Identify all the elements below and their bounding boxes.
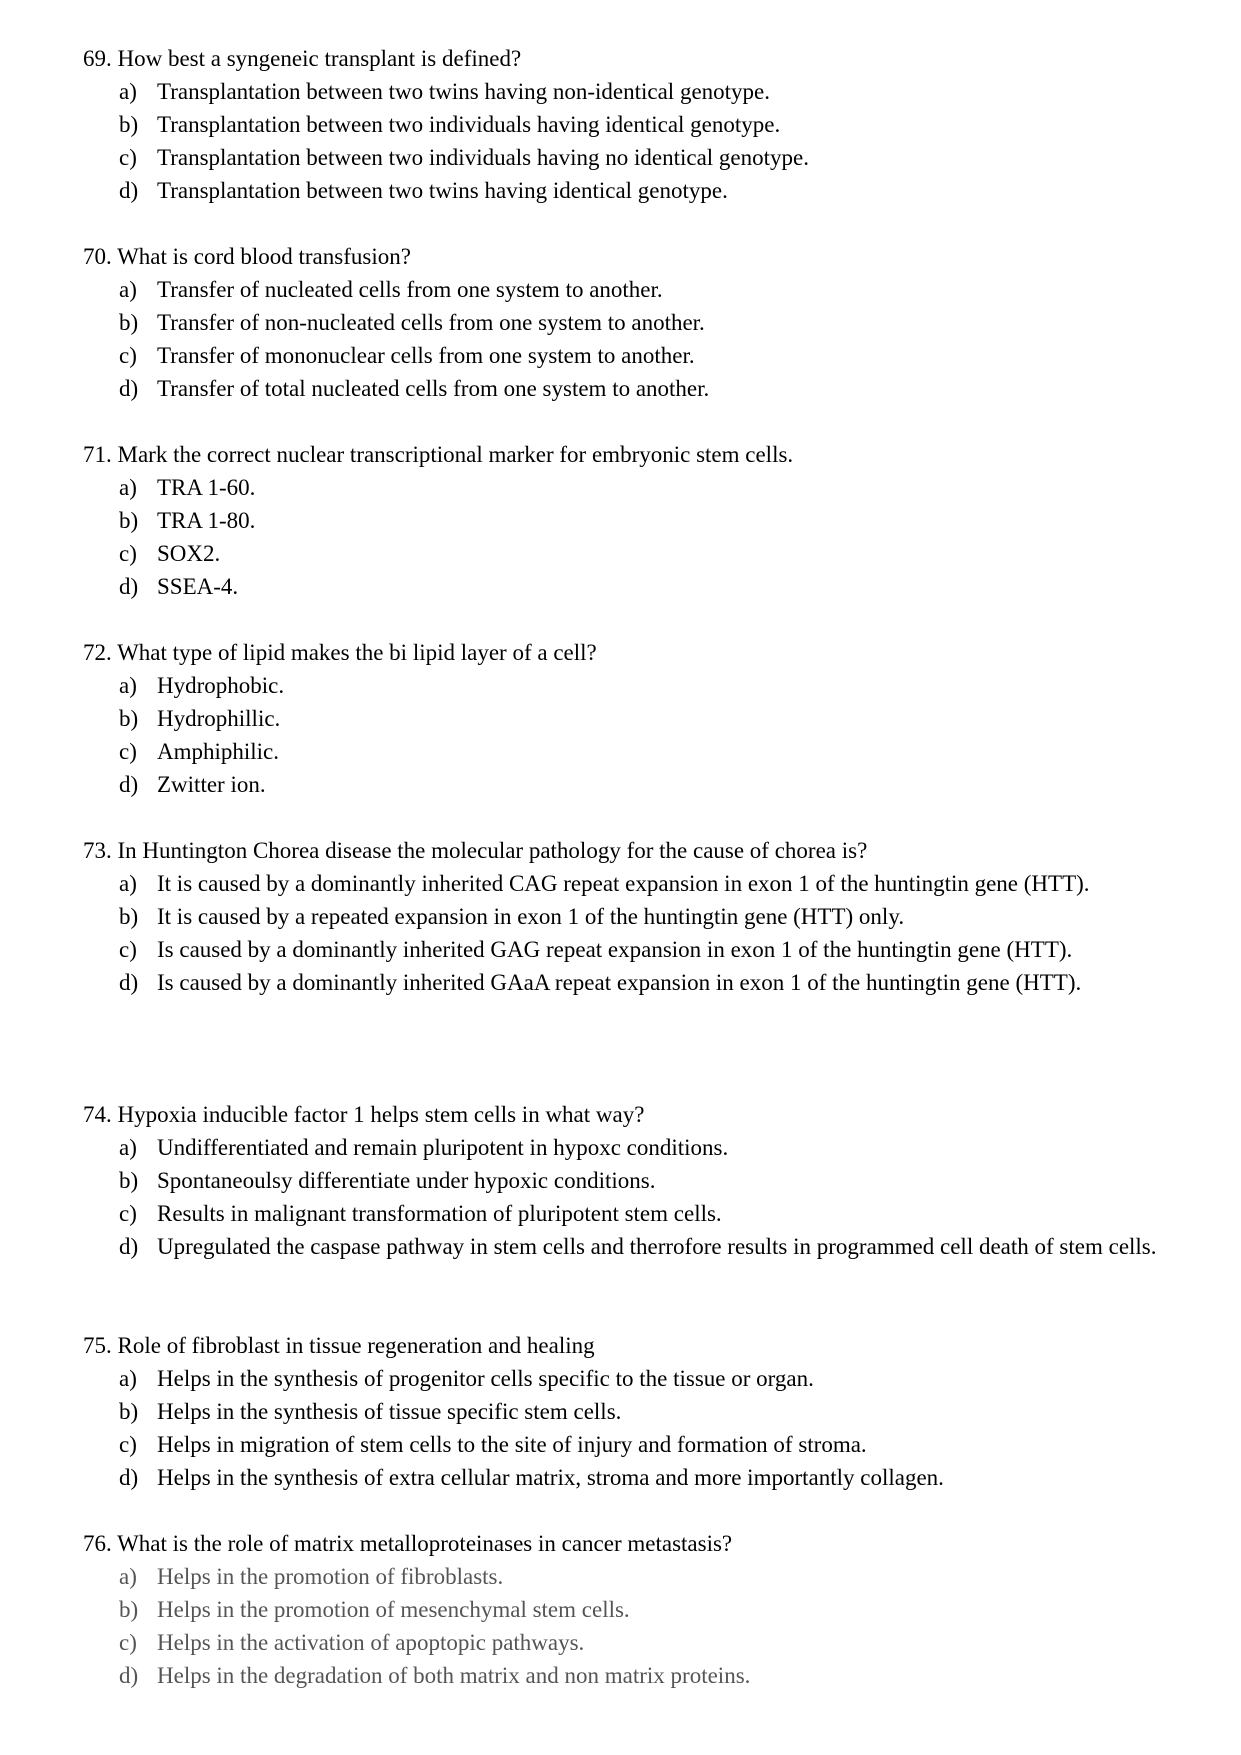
- option-text: Is caused by a dominantly inherited GAaA repeat expansion in exon 1 of the huntingtin gene (HTT).: [157, 970, 1082, 995]
- question-text: What type of lipid makes the bi lipid layer of a cell?: [117, 640, 597, 665]
- option-letter: d): [119, 1234, 139, 1259]
- option-letter: d): [119, 1663, 139, 1688]
- option-a: [83, 1560, 1183, 1593]
- option-text: Helps in the synthesis of extra cellular matrix, stroma and more importantly collagen.: [157, 1465, 944, 1490]
- option-d: [83, 966, 1157, 999]
- question-number: 73.: [83, 838, 112, 863]
- option-letter: d): [119, 772, 139, 797]
- option-letter: d): [119, 1465, 139, 1490]
- option-b: [83, 1593, 1183, 1626]
- option-letter: a): [119, 1564, 137, 1589]
- option-list: [83, 1560, 1183, 1692]
- option-a: [83, 1362, 1183, 1395]
- option-text: Helps in the degradation of both matrix and non matrix proteins.: [157, 1663, 751, 1688]
- question-number: 71.: [83, 442, 112, 467]
- question-text: What is cord blood transfusion?: [117, 244, 411, 269]
- option-letter: c): [119, 541, 137, 566]
- option-letter: a): [119, 871, 137, 896]
- option-letter: c): [119, 343, 137, 368]
- option-letter: d): [119, 178, 139, 203]
- option-text: Helps in the promotion of fibroblasts.: [157, 1564, 504, 1589]
- question-number: 74.: [83, 1102, 112, 1127]
- option-list: [83, 1362, 1183, 1494]
- option-d: [83, 372, 1183, 405]
- option-text: Transplantation between two individuals having no identical genotype.: [157, 145, 809, 170]
- option-text: Helps in the synthesis of tissue specific stem cells.: [157, 1399, 622, 1424]
- option-text: Transfer of mononuclear cells from one system to another.: [157, 343, 695, 368]
- option-text: Transplantation between two twins having non-identical genotype.: [157, 79, 771, 104]
- question-72: [83, 636, 1183, 801]
- option-letter: b): [119, 508, 139, 533]
- option-a: [83, 75, 1183, 108]
- option-c: [83, 537, 1183, 570]
- option-text: TRA 1-60.: [157, 475, 256, 500]
- option-text: It is caused by a repeated expansion in exon 1 of the huntingtin gene (HTT) only.: [157, 904, 905, 929]
- option-a: [83, 273, 1183, 306]
- question-text: Hypoxia inducible factor 1 helps stem cells in what way?: [117, 1102, 645, 1127]
- question-71: [83, 438, 1183, 603]
- question-number: 75.: [83, 1333, 112, 1358]
- option-text: Spontaneoulsy differentiate under hypoxic conditions.: [157, 1168, 656, 1193]
- option-c: [83, 1428, 1183, 1461]
- option-list: [83, 75, 1183, 207]
- option-list: [83, 471, 1183, 603]
- option-letter: a): [119, 673, 137, 698]
- question-73: [83, 834, 1183, 999]
- option-letter: a): [119, 475, 137, 500]
- option-letter: c): [119, 739, 137, 764]
- option-text: Upregulated the caspase pathway in stem cells and therrofore results in programmed cell death of stem cells.: [157, 1234, 1157, 1259]
- option-text: Helps in migration of stem cells to the site of injury and formation of stroma.: [157, 1432, 867, 1457]
- option-text: SSEA-4.: [157, 574, 239, 599]
- option-text: It is caused by a dominantly inherited CAG repeat expansion in exon 1 of the huntingtin gene (HTT).: [157, 871, 1090, 896]
- option-a: [83, 867, 1157, 900]
- option-text: Transplantation between two individuals having identical genotype.: [157, 112, 781, 137]
- option-text: TRA 1-80.: [157, 508, 256, 533]
- option-letter: b): [119, 112, 139, 137]
- option-list: [83, 273, 1183, 405]
- question-text: Mark the correct nuclear transcriptional marker for embryonic stem cells.: [117, 442, 794, 467]
- option-letter: b): [119, 1168, 139, 1193]
- option-b: [83, 702, 1183, 735]
- option-text: Helps in the synthesis of progenitor cells specific to the tissue or organ.: [157, 1366, 814, 1391]
- option-letter: b): [119, 1399, 139, 1424]
- option-letter: c): [119, 1432, 137, 1457]
- option-letter: c): [119, 145, 137, 170]
- option-c: [83, 141, 1183, 174]
- option-c: [83, 1626, 1183, 1659]
- option-c: [83, 1197, 1183, 1230]
- question-69: [83, 42, 1183, 207]
- question-number: 76.: [83, 1531, 112, 1556]
- option-c: [83, 933, 1183, 966]
- option-b: [83, 900, 1183, 933]
- question-number: 69.: [83, 46, 112, 71]
- option-text: Helps in the promotion of mesenchymal stem cells.: [157, 1597, 630, 1622]
- option-d: [83, 174, 1183, 207]
- option-letter: c): [119, 937, 137, 962]
- question-75: [83, 1329, 1183, 1494]
- option-list: [83, 867, 1183, 999]
- option-list: [83, 669, 1183, 801]
- question-text: What is the role of matrix metalloproteinases in cancer metastasis?: [117, 1531, 733, 1556]
- option-letter: d): [119, 970, 139, 995]
- option-text: Helps in the activation of apoptopic pathways.: [157, 1630, 585, 1655]
- option-b: [83, 306, 1183, 339]
- option-text: Transfer of nucleated cells from one system to another.: [157, 277, 663, 302]
- option-letter: a): [119, 1135, 137, 1160]
- option-c: [83, 339, 1183, 372]
- option-d: [83, 1659, 1183, 1692]
- option-a: [83, 669, 1183, 702]
- question-text: How best a syngeneic transplant is defined?: [117, 46, 522, 71]
- question-text: Role of fibroblast in tissue regeneration and healing: [117, 1333, 595, 1358]
- option-d: [83, 1230, 1157, 1263]
- option-letter: d): [119, 574, 139, 599]
- option-text: Zwitter ion.: [157, 772, 266, 797]
- question-74: [83, 1098, 1183, 1263]
- option-letter: c): [119, 1201, 137, 1226]
- option-text: Hydrophillic.: [157, 706, 281, 731]
- option-letter: b): [119, 1597, 139, 1622]
- option-letter: b): [119, 706, 139, 731]
- option-list: [83, 1131, 1183, 1263]
- option-text: Results in malignant transformation of pluripotent stem cells.: [157, 1201, 722, 1226]
- option-letter: a): [119, 277, 137, 302]
- option-text: Undifferentiated and remain pluripotent in hypoxc conditions.: [157, 1135, 729, 1160]
- option-b: [83, 1395, 1183, 1428]
- option-letter: b): [119, 310, 139, 335]
- option-letter: b): [119, 904, 139, 929]
- option-d: [83, 570, 1183, 603]
- question-text: In Huntington Chorea disease the molecular pathology for the cause of chorea is?: [117, 838, 868, 863]
- option-d: [83, 1461, 1183, 1494]
- option-text: Amphiphilic.: [157, 739, 280, 764]
- option-d: [83, 768, 1183, 801]
- option-text: Transfer of non-nucleated cells from one system to another.: [157, 310, 705, 335]
- option-text: Transplantation between two twins having identical genotype.: [157, 178, 728, 203]
- question-number: 72.: [83, 640, 112, 665]
- option-b: [83, 108, 1183, 141]
- question-70: [83, 240, 1183, 405]
- option-letter: c): [119, 1630, 137, 1655]
- option-c: [83, 735, 1183, 768]
- question-number: 70.: [83, 244, 112, 269]
- option-letter: a): [119, 1366, 137, 1391]
- option-b: [83, 504, 1183, 537]
- option-text: SOX2.: [157, 541, 221, 566]
- option-letter: d): [119, 376, 139, 401]
- option-letter: a): [119, 79, 137, 104]
- option-a: [83, 471, 1183, 504]
- option-b: [83, 1164, 1183, 1197]
- option-text: Hydrophobic.: [157, 673, 285, 698]
- option-a: [83, 1131, 1183, 1164]
- option-text: Transfer of total nucleated cells from one system to another.: [157, 376, 710, 401]
- option-text: Is caused by a dominantly inherited GAG repeat expansion in exon 1 of the huntingtin gene (HTT).: [157, 937, 1073, 962]
- question-76: [83, 1527, 1183, 1692]
